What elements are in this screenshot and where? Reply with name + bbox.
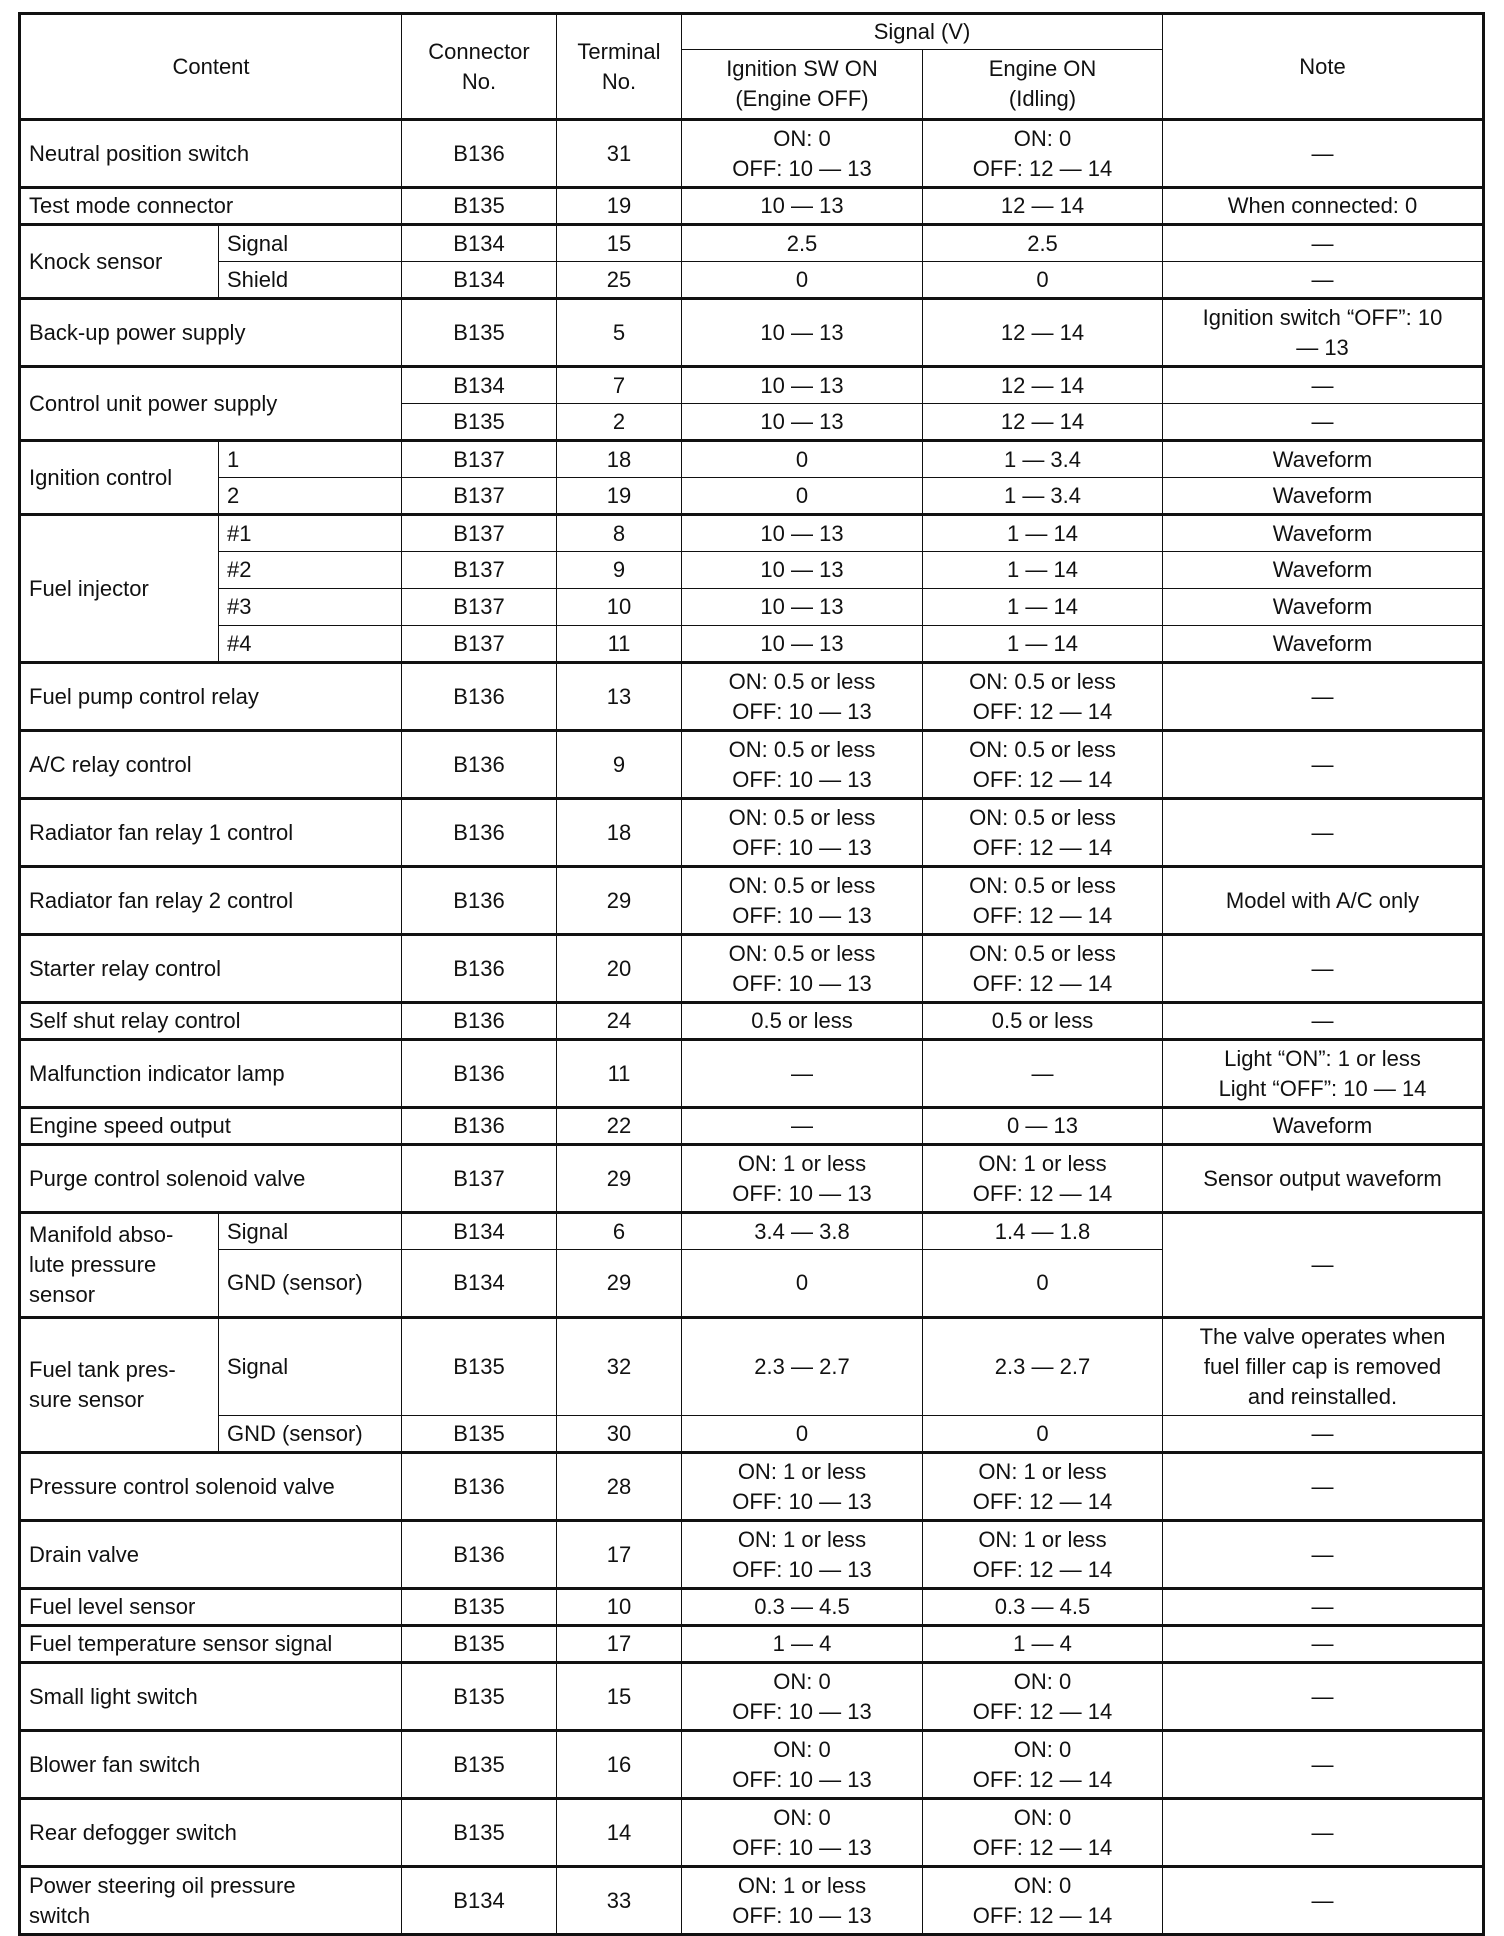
content-cell: Knock sensor (20, 225, 219, 299)
table-row (20, 1145, 1484, 1213)
note-cell: — (1163, 262, 1484, 299)
note-cell: — (1163, 1626, 1484, 1663)
note-cell: Waveform (1163, 589, 1484, 626)
table-row (20, 1521, 1484, 1589)
engine-on-cell: ON: 0.5 or less OFF: 12 — 14 (923, 799, 1163, 867)
ignition-sw-on-cell: ON: 0.5 or less OFF: 10 — 13 (682, 867, 923, 935)
table-row (20, 225, 1484, 262)
table-row (20, 1799, 1484, 1867)
ignition-sw-on-cell: 0 (682, 441, 923, 478)
terminal-cell: 18 (557, 441, 682, 478)
connector-cell: B137 (402, 478, 557, 515)
connector-cell: B136 (402, 799, 557, 867)
sub-item-cell: #2 (219, 552, 402, 589)
note-cell: Waveform (1163, 1108, 1484, 1145)
content-cell: Engine speed output (20, 1108, 402, 1145)
terminal-cell: 31 (557, 120, 682, 188)
terminal-cell: 5 (557, 299, 682, 367)
connector-cell: B135 (402, 1416, 557, 1453)
terminal-cell: 33 (557, 1867, 682, 1935)
engine-on-cell: 2.3 — 2.7 (923, 1318, 1163, 1416)
table-row (20, 589, 1484, 626)
table-row (20, 867, 1484, 935)
ignition-sw-on-cell: 2.3 — 2.7 (682, 1318, 923, 1416)
terminal-cell: 10 (557, 589, 682, 626)
engine-on-cell: ON: 0.5 or less OFF: 12 — 14 (923, 935, 1163, 1003)
connector-cell: B136 (402, 120, 557, 188)
table-row (20, 663, 1484, 731)
ignition-sw-on-cell: 0 (682, 1250, 923, 1318)
terminal-cell: 29 (557, 1250, 682, 1318)
table-row (20, 120, 1484, 188)
note-cell: Ignition switch “OFF”: 10 — 13 (1163, 299, 1484, 367)
note-cell: Waveform (1163, 515, 1484, 552)
note-cell: — (1163, 1213, 1484, 1318)
ignition-sw-on-cell: ON: 1 or less OFF: 10 — 13 (682, 1453, 923, 1521)
connector-cell: B136 (402, 1003, 557, 1040)
ignition-sw-on-cell: ON: 0 OFF: 10 — 13 (682, 1799, 923, 1867)
terminal-cell: 14 (557, 1799, 682, 1867)
terminal-cell: 29 (557, 867, 682, 935)
table-row (20, 1003, 1484, 1040)
engine-on-cell: 12 — 14 (923, 367, 1163, 404)
sub-item-cell: 1 (219, 441, 402, 478)
table-row (20, 478, 1484, 515)
sub-item-cell: #4 (219, 626, 402, 663)
terminal-cell: 17 (557, 1521, 682, 1589)
table-row (20, 1416, 1484, 1453)
table-row (20, 1453, 1484, 1521)
note-cell: — (1163, 1663, 1484, 1731)
ignition-sw-on-cell: 10 — 13 (682, 299, 923, 367)
note-cell: Waveform (1163, 552, 1484, 589)
connector-cell: B136 (402, 1040, 557, 1108)
note-cell: — (1163, 935, 1484, 1003)
terminal-cell: 25 (557, 262, 682, 299)
connector-cell: B137 (402, 626, 557, 663)
connector-cell: B136 (402, 1108, 557, 1145)
ignition-sw-on-cell: ON: 0.5 or less OFF: 10 — 13 (682, 799, 923, 867)
ignition-sw-on-cell: ON: 1 or less OFF: 10 — 13 (682, 1521, 923, 1589)
table-row (20, 515, 1484, 552)
engine-on-cell: 0.3 — 4.5 (923, 1589, 1163, 1626)
ignition-sw-on-cell: ON: 0 OFF: 10 — 13 (682, 1663, 923, 1731)
ignition-sw-on-cell: — (682, 1040, 923, 1108)
table-row (20, 552, 1484, 589)
header-terminal: Terminal No. (557, 14, 682, 120)
engine-on-cell: ON: 0 OFF: 12 — 14 (923, 1799, 1163, 1867)
engine-on-cell: ON: 1 or less OFF: 12 — 14 (923, 1145, 1163, 1213)
connector-cell: B136 (402, 663, 557, 731)
terminal-cell: 15 (557, 1663, 682, 1731)
content-cell: Back-up power supply (20, 299, 402, 367)
header-engine-on: Engine ON (Idling) (923, 50, 1163, 120)
table-row (20, 1663, 1484, 1731)
terminal-voltage-table (18, 12, 1485, 1936)
content-cell: A/C relay control (20, 731, 402, 799)
content-cell: Drain valve (20, 1521, 402, 1589)
table-row (20, 935, 1484, 1003)
note-cell: — (1163, 225, 1484, 262)
table-row (20, 1589, 1484, 1626)
engine-on-cell: 1 — 14 (923, 589, 1163, 626)
note-cell: — (1163, 404, 1484, 441)
content-cell: Blower fan switch (20, 1731, 402, 1799)
content-cell: Small light switch (20, 1663, 402, 1731)
table-row (20, 441, 1484, 478)
terminal-cell: 11 (557, 626, 682, 663)
connector-cell: B136 (402, 935, 557, 1003)
terminal-cell: 11 (557, 1040, 682, 1108)
engine-on-cell: 0 (923, 1416, 1163, 1453)
content-cell: Fuel level sensor (20, 1589, 402, 1626)
connector-cell: B137 (402, 589, 557, 626)
connector-cell: B134 (402, 1250, 557, 1318)
engine-on-cell: ON: 1 or less OFF: 12 — 14 (923, 1453, 1163, 1521)
connector-cell: B137 (402, 1145, 557, 1213)
ignition-sw-on-cell: ON: 0.5 or less OFF: 10 — 13 (682, 663, 923, 731)
terminal-cell: 24 (557, 1003, 682, 1040)
table-row (20, 262, 1484, 299)
note-cell: — (1163, 1521, 1484, 1589)
header-signal: Signal (V) (682, 14, 1163, 50)
terminal-cell: 19 (557, 478, 682, 515)
content-cell: Self shut relay control (20, 1003, 402, 1040)
connector-cell: B134 (402, 262, 557, 299)
terminal-cell: 7 (557, 367, 682, 404)
note-cell: Waveform (1163, 478, 1484, 515)
ignition-sw-on-cell: 3.4 — 3.8 (682, 1213, 923, 1250)
engine-on-cell: ON: 0.5 or less OFF: 12 — 14 (923, 663, 1163, 731)
connector-cell: B137 (402, 441, 557, 478)
note-cell: — (1163, 799, 1484, 867)
engine-on-cell: ON: 0.5 or less OFF: 12 — 14 (923, 731, 1163, 799)
header-content: Content (20, 14, 402, 120)
content-cell: Power steering oil pressure switch (20, 1867, 402, 1935)
engine-on-cell: 1 — 14 (923, 626, 1163, 663)
ignition-sw-on-cell: 10 — 13 (682, 188, 923, 225)
note-cell: Light “ON”: 1 or less Light “OFF”: 10 — 14 (1163, 1040, 1484, 1108)
engine-on-cell: ON: 0.5 or less OFF: 12 — 14 (923, 867, 1163, 935)
connector-cell: B137 (402, 515, 557, 552)
ignition-sw-on-cell: 10 — 13 (682, 589, 923, 626)
note-cell: — (1163, 1589, 1484, 1626)
table-row (20, 1108, 1484, 1145)
note-cell: — (1163, 1003, 1484, 1040)
connector-cell: B135 (402, 188, 557, 225)
engine-on-cell: ON: 0 OFF: 12 — 14 (923, 1731, 1163, 1799)
ignition-sw-on-cell: 10 — 13 (682, 515, 923, 552)
terminal-cell: 10 (557, 1589, 682, 1626)
table-row (20, 367, 1484, 404)
note-cell: — (1163, 367, 1484, 404)
ignition-sw-on-cell: 10 — 13 (682, 626, 923, 663)
terminal-cell: 6 (557, 1213, 682, 1250)
content-cell: Malfunction indicator lamp (20, 1040, 402, 1108)
note-cell: Waveform (1163, 626, 1484, 663)
header-note: Note (1163, 14, 1484, 120)
note-cell: When connected: 0 (1163, 188, 1484, 225)
terminal-cell: 2 (557, 404, 682, 441)
note-cell: — (1163, 1453, 1484, 1521)
header-connector: Connector No. (402, 14, 557, 120)
table-row (20, 1318, 1484, 1416)
sub-item-cell: GND (sensor) (219, 1416, 402, 1453)
table-row (20, 1040, 1484, 1108)
table-row (20, 1731, 1484, 1799)
note-cell: Model with A/C only (1163, 867, 1484, 935)
sub-item-cell: Shield (219, 262, 402, 299)
ignition-sw-on-cell: ON: 0.5 or less OFF: 10 — 13 (682, 731, 923, 799)
note-cell: — (1163, 1867, 1484, 1935)
connector-cell: B134 (402, 225, 557, 262)
content-cell: Radiator fan relay 2 control (20, 867, 402, 935)
connector-cell: B136 (402, 731, 557, 799)
engine-on-cell: — (923, 1040, 1163, 1108)
engine-on-cell: ON: 0 OFF: 12 — 14 (923, 1867, 1163, 1935)
ignition-sw-on-cell: ON: 0 OFF: 10 — 13 (682, 120, 923, 188)
engine-on-cell: 12 — 14 (923, 404, 1163, 441)
engine-on-cell: ON: 0 OFF: 12 — 14 (923, 1663, 1163, 1731)
sub-item-cell: #3 (219, 589, 402, 626)
engine-on-cell: ON: 1 or less OFF: 12 — 14 (923, 1521, 1163, 1589)
ignition-sw-on-cell: 1 — 4 (682, 1626, 923, 1663)
content-cell: Starter relay control (20, 935, 402, 1003)
sub-item-cell: Signal (219, 225, 402, 262)
engine-on-cell: 0 — 13 (923, 1108, 1163, 1145)
content-cell: Ignition control (20, 441, 219, 515)
note-cell: The valve operates when fuel filler cap is removed and reinstalled. (1163, 1318, 1484, 1416)
ignition-sw-on-cell: ON: 0 OFF: 10 — 13 (682, 1731, 923, 1799)
terminal-cell: 17 (557, 1626, 682, 1663)
note-cell: Sensor output waveform (1163, 1145, 1484, 1213)
note-cell: — (1163, 1416, 1484, 1453)
connector-cell: B137 (402, 552, 557, 589)
ignition-sw-on-cell: 10 — 13 (682, 367, 923, 404)
engine-on-cell: ON: 0 OFF: 12 — 14 (923, 120, 1163, 188)
connector-cell: B135 (402, 1626, 557, 1663)
content-cell: Fuel tank pres- sure sensor (20, 1318, 219, 1453)
connector-cell: B135 (402, 1318, 557, 1416)
table-row (20, 731, 1484, 799)
terminal-cell: 16 (557, 1731, 682, 1799)
table-row (20, 1626, 1484, 1663)
terminal-cell: 15 (557, 225, 682, 262)
ignition-sw-on-cell: — (682, 1108, 923, 1145)
sub-item-cell: GND (sensor) (219, 1250, 402, 1318)
connector-cell: B135 (402, 404, 557, 441)
content-cell: Pressure control solenoid valve (20, 1453, 402, 1521)
note-cell: Waveform (1163, 441, 1484, 478)
content-cell: Fuel temperature sensor signal (20, 1626, 402, 1663)
connector-cell: B136 (402, 1453, 557, 1521)
engine-on-cell: 1.4 — 1.8 (923, 1213, 1163, 1250)
engine-on-cell: 1 — 3.4 (923, 441, 1163, 478)
content-cell: Rear defogger switch (20, 1799, 402, 1867)
engine-on-cell: 12 — 14 (923, 188, 1163, 225)
content-cell: Fuel injector (20, 515, 219, 663)
table-row (20, 1867, 1484, 1935)
sub-item-cell: 2 (219, 478, 402, 515)
ignition-sw-on-cell: ON: 1 or less OFF: 10 — 13 (682, 1145, 923, 1213)
content-cell: Radiator fan relay 1 control (20, 799, 402, 867)
sub-item-cell: Signal (219, 1318, 402, 1416)
ignition-sw-on-cell: 0 (682, 1416, 923, 1453)
terminal-cell: 20 (557, 935, 682, 1003)
table-body (20, 120, 1484, 1935)
ignition-sw-on-cell: 0.5 or less (682, 1003, 923, 1040)
engine-on-cell: 0 (923, 1250, 1163, 1318)
engine-on-cell: 0 (923, 262, 1163, 299)
ignition-sw-on-cell: ON: 0.5 or less OFF: 10 — 13 (682, 935, 923, 1003)
engine-on-cell: 1 — 3.4 (923, 478, 1163, 515)
connector-cell: B136 (402, 1521, 557, 1589)
engine-on-cell: 2.5 (923, 225, 1163, 262)
ignition-sw-on-cell: 2.5 (682, 225, 923, 262)
terminal-cell: 22 (557, 1108, 682, 1145)
content-cell: Purge control solenoid valve (20, 1145, 402, 1213)
terminal-cell: 30 (557, 1416, 682, 1453)
terminal-cell: 32 (557, 1318, 682, 1416)
table-row (20, 188, 1484, 225)
terminal-cell: 18 (557, 799, 682, 867)
table-header (20, 14, 1484, 120)
note-cell: — (1163, 1731, 1484, 1799)
terminal-cell: 9 (557, 731, 682, 799)
terminal-cell: 9 (557, 552, 682, 589)
table-row (20, 799, 1484, 867)
engine-on-cell: 1 — 14 (923, 515, 1163, 552)
connector-cell: B135 (402, 299, 557, 367)
connector-cell: B135 (402, 1589, 557, 1626)
note-cell: — (1163, 1799, 1484, 1867)
engine-on-cell: 1 — 4 (923, 1626, 1163, 1663)
connector-cell: B136 (402, 867, 557, 935)
content-cell: Control unit power supply (20, 367, 402, 441)
note-cell: — (1163, 120, 1484, 188)
connector-cell: B135 (402, 1731, 557, 1799)
note-cell: — (1163, 731, 1484, 799)
terminal-cell: 13 (557, 663, 682, 731)
table-row (20, 1213, 1484, 1250)
terminal-cell: 8 (557, 515, 682, 552)
ignition-sw-on-cell: 10 — 13 (682, 552, 923, 589)
connector-cell: B134 (402, 367, 557, 404)
header-ignition-sw-on: Ignition SW ON (Engine OFF) (682, 50, 923, 120)
ignition-sw-on-cell: ON: 1 or less OFF: 10 — 13 (682, 1867, 923, 1935)
content-cell: Manifold abso- lute pressure sensor (20, 1213, 219, 1318)
engine-on-cell: 0.5 or less (923, 1003, 1163, 1040)
connector-cell: B135 (402, 1799, 557, 1867)
sub-item-cell: Signal (219, 1213, 402, 1250)
engine-on-cell: 1 — 14 (923, 552, 1163, 589)
sub-item-cell: #1 (219, 515, 402, 552)
terminal-cell: 29 (557, 1145, 682, 1213)
terminal-cell: 19 (557, 188, 682, 225)
ignition-sw-on-cell: 0 (682, 262, 923, 299)
table-row (20, 299, 1484, 367)
content-cell: Neutral position switch (20, 120, 402, 188)
content-cell: Fuel pump control relay (20, 663, 402, 731)
engine-on-cell: 12 — 14 (923, 299, 1163, 367)
note-cell: — (1163, 663, 1484, 731)
table-row (20, 626, 1484, 663)
ignition-sw-on-cell: 10 — 13 (682, 404, 923, 441)
ignition-sw-on-cell: 0 (682, 478, 923, 515)
connector-cell: B134 (402, 1867, 557, 1935)
ignition-sw-on-cell: 0.3 — 4.5 (682, 1589, 923, 1626)
content-cell: Test mode connector (20, 188, 402, 225)
connector-cell: B135 (402, 1663, 557, 1731)
connector-cell: B134 (402, 1213, 557, 1250)
terminal-cell: 28 (557, 1453, 682, 1521)
